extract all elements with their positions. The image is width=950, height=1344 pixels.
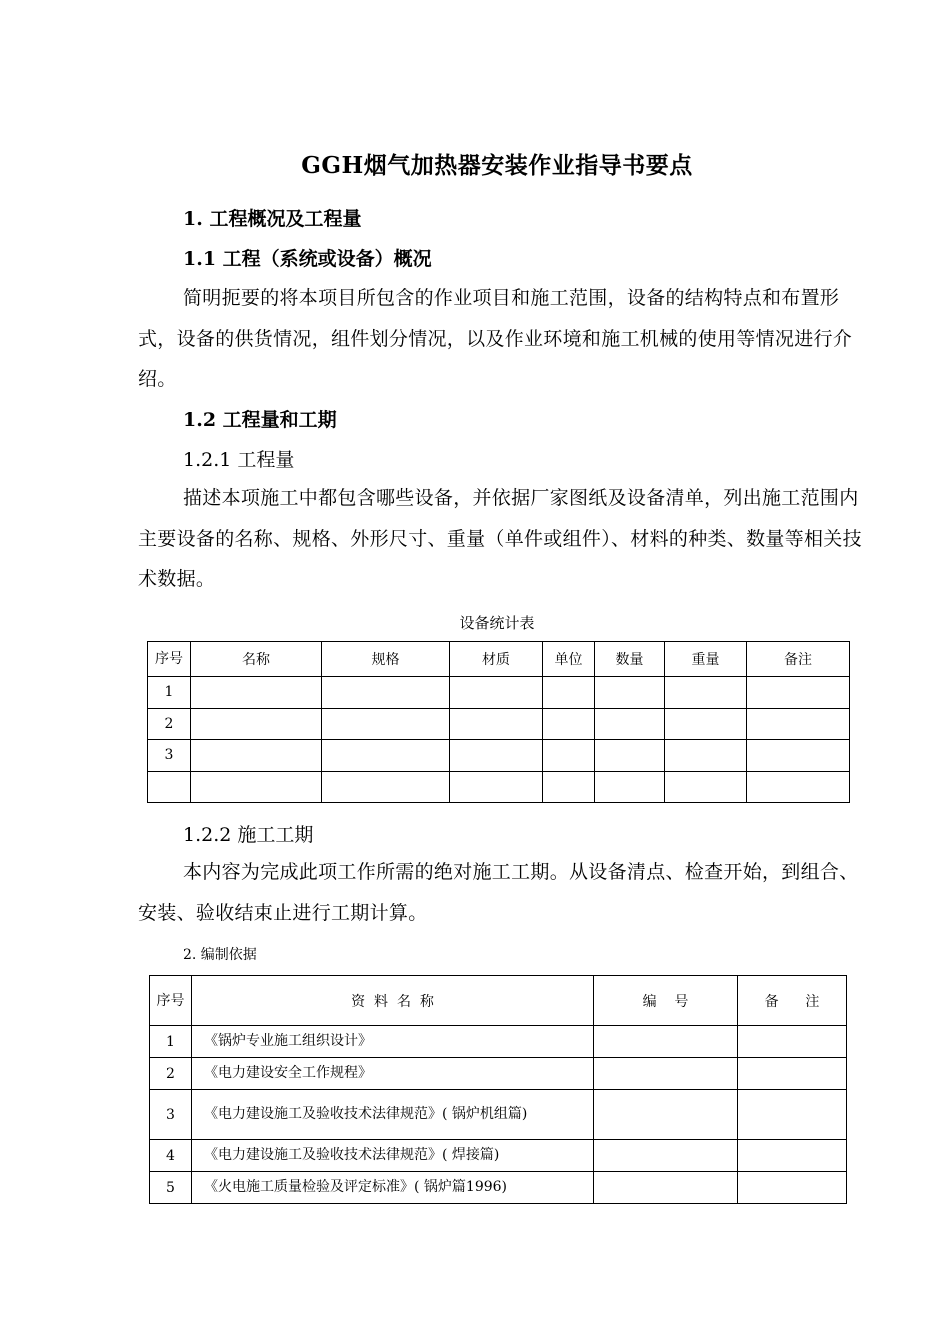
table-cell bbox=[738, 1140, 847, 1172]
table-cell bbox=[594, 1058, 738, 1090]
header-cell: 材质 bbox=[450, 642, 543, 677]
table-cell: 2 bbox=[150, 1058, 192, 1090]
table-row bbox=[148, 740, 850, 772]
table-cell bbox=[543, 740, 595, 772]
header-cell: 资 料 名 称 bbox=[192, 976, 594, 1026]
equipment-table bbox=[147, 641, 850, 803]
table-cell bbox=[322, 740, 450, 772]
header-cell: 序号 bbox=[150, 976, 192, 1026]
table-cell bbox=[450, 740, 543, 772]
table-cell: 1 bbox=[150, 1026, 192, 1058]
table-cell bbox=[747, 677, 850, 709]
section-1-heading: 1. 工程概况及工程量 bbox=[183, 208, 362, 230]
reference-table bbox=[149, 975, 847, 1204]
table-cell: 4 bbox=[150, 1140, 192, 1172]
header-cell: 序号 bbox=[148, 642, 191, 677]
header-cell: 备注 bbox=[747, 642, 850, 677]
section-1-2-heading: 1.2 工程量和工期 bbox=[183, 409, 337, 431]
table-cell bbox=[191, 771, 322, 803]
table-cell bbox=[747, 740, 850, 772]
document-title: GGH烟气加热器安装作业指导书要点 bbox=[301, 152, 693, 179]
section-1-2-2-heading: 1.2.2 施工工期 bbox=[183, 824, 314, 846]
table-cell bbox=[322, 771, 450, 803]
table-cell bbox=[191, 708, 322, 740]
table-cell bbox=[747, 708, 850, 740]
table-cell bbox=[665, 708, 747, 740]
table-cell: 《电力建设施工及验收技术法律规范》( 焊接篇) bbox=[192, 1140, 594, 1172]
table-cell: 《电力建设施工及验收技术法律规范》( 锅炉机组篇) bbox=[192, 1090, 594, 1140]
section-1-2-1-text: 描述本项施工中都包含哪些设备，并依据厂家图纸及设备清单，列出施工范围内主要设备的名称、规格、外形尺寸、重量（单件或组件）、材料的种类、数量等相关技术数据。 bbox=[138, 487, 862, 590]
section-2-heading: 2. 编制依据 bbox=[183, 947, 257, 963]
table-cell bbox=[665, 677, 747, 709]
table-cell bbox=[747, 771, 850, 803]
table-cell bbox=[543, 677, 595, 709]
table-cell bbox=[738, 1026, 847, 1058]
table-cell bbox=[594, 1026, 738, 1058]
table-cell bbox=[191, 677, 322, 709]
table-cell: 5 bbox=[150, 1172, 192, 1204]
table-cell bbox=[543, 771, 595, 803]
header-cell: 数量 bbox=[595, 642, 665, 677]
section-1-1-text: 简明扼要的将本项目所包含的作业项目和施工范围，设备的结构特点和布置形式，设备的供货情况，组件划分情况，以及作业环境和施工机械的使用等情况进行介绍。 bbox=[138, 287, 853, 390]
table-cell bbox=[738, 1090, 847, 1140]
equipment-table-caption: 设备统计表 bbox=[459, 614, 535, 632]
table-row bbox=[148, 677, 850, 709]
table-cell bbox=[595, 740, 665, 772]
table-cell bbox=[594, 1172, 738, 1204]
table-row bbox=[148, 708, 850, 740]
table-cell: 3 bbox=[148, 740, 191, 772]
table-cell: 《电力建设安全工作规程》 bbox=[192, 1058, 594, 1090]
table-cell: 《火电施工质量检验及评定标准》( 锅炉篇1996) bbox=[192, 1172, 594, 1204]
table-cell bbox=[738, 1172, 847, 1204]
table-row bbox=[150, 1058, 847, 1090]
table-cell bbox=[148, 771, 191, 803]
table-cell bbox=[738, 1058, 847, 1090]
header-cell: 重量 bbox=[665, 642, 747, 677]
table-cell: 3 bbox=[150, 1090, 192, 1140]
header-cell: 名称 bbox=[191, 642, 322, 677]
table-cell: 《锅炉专业施工组织设计》 bbox=[192, 1026, 594, 1058]
table-cell bbox=[450, 771, 543, 803]
table-cell bbox=[322, 708, 450, 740]
table-cell: 1 bbox=[148, 677, 191, 709]
table-cell bbox=[543, 708, 595, 740]
table-row bbox=[150, 1026, 847, 1058]
table-row bbox=[150, 1090, 847, 1140]
table-cell bbox=[665, 771, 747, 803]
table-cell bbox=[665, 740, 747, 772]
table-cell: 2 bbox=[148, 708, 191, 740]
section-1-1-heading: 1.1 工程（系统或设备）概况 bbox=[183, 248, 432, 270]
table-row bbox=[150, 1140, 847, 1172]
header-cell: 规格 bbox=[322, 642, 450, 677]
table-cell bbox=[450, 677, 543, 709]
section-1-2-2-text: 本内容为完成此项工作所需的绝对施工工期。从设备清点、检查开始，到组合、安装、验收结束止进行工期计算。 bbox=[138, 861, 859, 924]
table-cell bbox=[595, 771, 665, 803]
table-cell bbox=[594, 1140, 738, 1172]
section-1-2-1-heading: 1.2.1 工程量 bbox=[183, 449, 295, 471]
table-row bbox=[150, 1172, 847, 1204]
table-cell bbox=[191, 740, 322, 772]
table-cell bbox=[322, 677, 450, 709]
table-cell bbox=[450, 708, 543, 740]
table-row bbox=[148, 771, 850, 803]
header-cell: 备 注 bbox=[738, 976, 847, 1026]
header-cell: 编 号 bbox=[594, 976, 738, 1026]
table-cell bbox=[594, 1090, 738, 1140]
table-cell bbox=[595, 708, 665, 740]
equipment-table-header-row bbox=[148, 642, 850, 677]
reference-table-header-row bbox=[150, 976, 847, 1026]
header-cell: 单位 bbox=[543, 642, 595, 677]
table-cell bbox=[595, 677, 665, 709]
